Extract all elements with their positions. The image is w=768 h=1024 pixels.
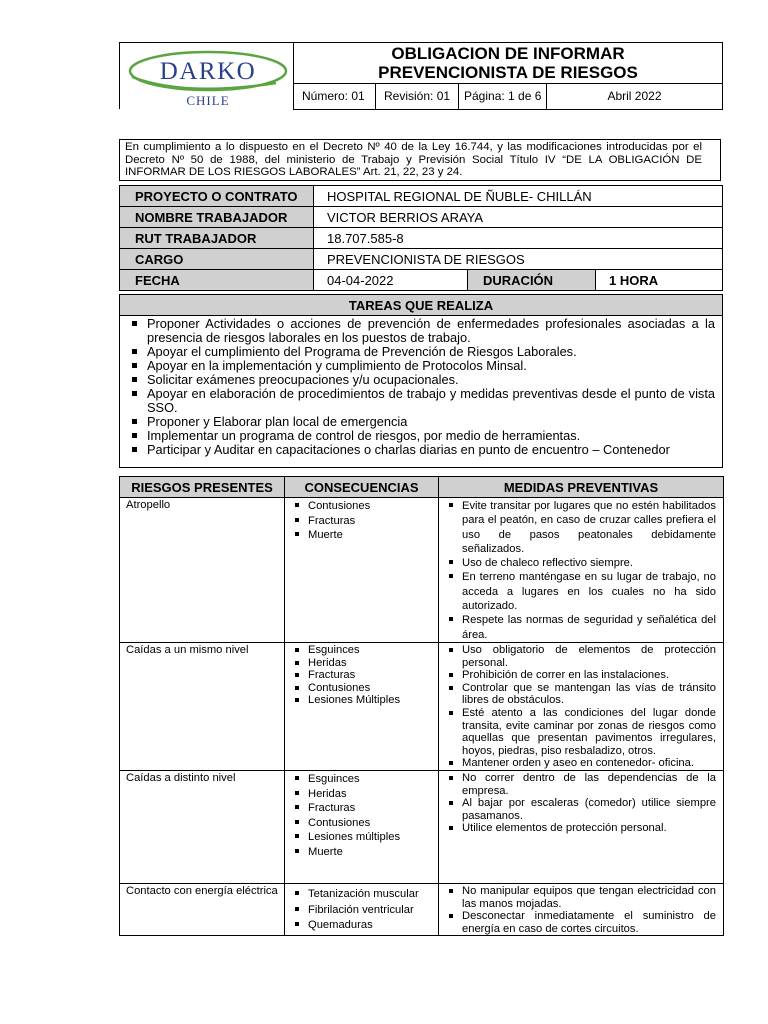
header-consecuencias: CONSECUENCIAS [285, 477, 439, 498]
medidas-list [447, 644, 716, 770]
list-item: No manipular equipos que tengan electricidad con las manos mojadas. [447, 885, 716, 910]
task-item: Apoyar el cumplimiento del Programa de Prevención de Riesgos Laborales. [128, 345, 715, 359]
consecuencias-cell [285, 884, 439, 936]
fecha-value: 04-04-2022 [314, 270, 468, 291]
medidas-list [447, 885, 716, 935]
consecuencias-list [293, 772, 432, 860]
list-item: Esguinces [293, 772, 432, 787]
cargo-value: PREVENCIONISTA DE RIESGOS [314, 249, 723, 270]
cargo-label: CARGO [120, 249, 314, 270]
list-item: Controlar que se mantengan las vías de tránsito libres de obstáculos. [447, 682, 716, 707]
list-item: En terreno manténgase en su lugar de trabajo, no acceda a lugares en los cuales no ha sido autorizado. [447, 570, 716, 613]
list-item: Heridas [293, 657, 432, 670]
revision: Revisión: 01 [376, 84, 459, 109]
list-item: Esguinces [293, 644, 432, 657]
riesgo-cell: Caídas a distinto nivel [120, 771, 285, 884]
rut-label: RUT TRABAJADOR [120, 228, 314, 249]
duracion-value: 1 HORA [596, 270, 723, 291]
header-riesgos: RIESGOS PRESENTES [120, 477, 285, 498]
list-item: Esté atento a las condiciones del lugar donde transita, evite caminar por zonas de riesgos como aquellas que presentan pavimentos irregulares, hoyos, piedras, piso resbaladizo, otros. [447, 707, 716, 757]
list-item: Mantener orden y aseo en contenedor- oficina. [447, 757, 716, 770]
list-item: Fracturas [293, 514, 432, 529]
list-item: Uso de chaleco reflectivo siempre. [447, 556, 716, 570]
consecuencias-cell [285, 498, 439, 643]
list-item: Contusiones [293, 682, 432, 695]
list-item: Heridas [293, 787, 432, 802]
list-item: Quemaduras [293, 918, 432, 934]
table-row [120, 498, 724, 643]
table-row [120, 771, 724, 884]
table-row [120, 884, 724, 936]
list-item: Prohibición de correr en las instalaciones. [447, 669, 716, 682]
info-table [119, 185, 723, 291]
rut-value: 18.707.585-8 [314, 228, 723, 249]
list-item: Lesiones múltiples [293, 830, 432, 845]
tasks-header: TAREAS QUE REALIZA [120, 295, 723, 316]
medidas-list [447, 772, 716, 835]
tasks-table [119, 294, 723, 468]
list-item: Tetanización muscular [293, 887, 432, 903]
riesgo-cell: Atropello [120, 498, 285, 643]
medidas-cell [439, 884, 724, 936]
list-item: Fibrilación ventricular [293, 903, 432, 919]
list-item: Desconectar inmediatamente el suministro de energía en caso de cortes circuitos. [447, 910, 716, 935]
intro-paragraph: En cumplimiento a lo dispuesto en el Decreto Nº 40 de la Ley 16.744, y las modificaciones introducidas por el Decreto Nº 50 de 1988, del ministerio de Trabajo y Previsión Social Título IV “DE LA OBLIGACIÓN DE INFORMAR DE LOS RIESGOS LABORALES” Art. 21, 22, 23 y 24. [119, 139, 721, 181]
proyecto-label: PROYECTO O CONTRATO [120, 186, 314, 207]
riesgo-cell: Caídas a un mismo nivel [120, 643, 285, 771]
task-item: Proponer y Elaborar plan local de emergencia [128, 415, 715, 429]
duracion-label: DURACIÓN [468, 270, 596, 291]
document-header [119, 42, 723, 110]
list-item: Contusiones [293, 499, 432, 514]
fecha-label: FECHA [120, 270, 314, 291]
medidas-list [447, 499, 716, 642]
logo-sub: CHILE [186, 93, 230, 107]
medidas-cell [439, 643, 724, 771]
task-item: Implementar un programa de control de riesgos, por medio de herramientas. [128, 429, 715, 443]
list-item: Evite transitar por lugares que no estén habilitados para el peatón, en caso de cruzar calles prefiera el uso de pasos peatonales debidamente señalizados. [447, 499, 716, 556]
task-item: Proponer Actividades o acciones de prevención de enfermedades profesionales asociadas a la presencia de riesgos laborales en los puestos de trabajo. [128, 317, 715, 345]
medidas-cell [439, 771, 724, 884]
list-item: Muerte [293, 845, 432, 860]
nombre-value: VICTOR BERRIOS ARAYA [314, 207, 723, 228]
table-row [120, 643, 724, 771]
riesgo-cell: Contacto con energía eléctrica [120, 884, 285, 936]
task-item: Apoyar en la implementación y cumplimiento de Protocolos Minsal. [128, 359, 715, 373]
risks-table [119, 476, 724, 936]
list-item: Uso obligatorio de elementos de protección personal. [447, 644, 716, 669]
title-line-1: OBLIGACION DE INFORMAR [391, 44, 625, 64]
consecuencias-list [293, 499, 432, 543]
list-item: Contusiones [293, 816, 432, 831]
title-line-2: PREVENCIONISTA DE RIESGOS [378, 63, 638, 83]
list-item: Muerte [293, 528, 432, 543]
fecha-documento: Abril 2022 [547, 84, 723, 109]
list-item: Fracturas [293, 669, 432, 682]
document-title [294, 43, 723, 84]
logo-cell [120, 43, 294, 110]
proyecto-value: HOSPITAL REGIONAL DE ÑUBLE- CHILLÁN [314, 186, 723, 207]
list-item: Fracturas [293, 801, 432, 816]
task-item: Participar y Auditar en capacitaciones o charlas diarias en punto de encuentro – Contenedor [128, 443, 715, 457]
darko-logo [126, 47, 292, 107]
task-item: Solicitar exámenes preocupaciones y/u ocupacionales. [128, 373, 715, 387]
list-item: No correr dentro de las dependencias de la empresa. [447, 772, 716, 797]
tasks-body [120, 316, 723, 468]
list-item: Lesiones Múltiples [293, 694, 432, 707]
header-medidas: MEDIDAS PREVENTIVAS [439, 477, 724, 498]
nombre-label: NOMBRE TRABAJADOR [120, 207, 314, 228]
task-item: Apoyar en elaboración de procedimientos de trabajo y medidas preventivas desde el punto de vista SSO. [128, 387, 715, 415]
consecuencias-cell [285, 771, 439, 884]
consecuencias-cell [285, 643, 439, 771]
numero: Número: 01 [294, 84, 376, 109]
list-item: Utilice elementos de protección personal. [447, 822, 716, 835]
list-item: Al bajar por escaleras (comedor) utilice siempre pasamanos. [447, 797, 716, 822]
pagina: Página: 1 de 6 [459, 84, 547, 109]
tasks-list [128, 317, 715, 457]
logo-text: DARKO [159, 58, 257, 85]
medidas-cell [439, 498, 724, 643]
list-item: Respete las normas de seguridad y señalética del área. [447, 613, 716, 642]
consecuencias-list [293, 885, 432, 934]
consecuencias-list [293, 644, 432, 707]
